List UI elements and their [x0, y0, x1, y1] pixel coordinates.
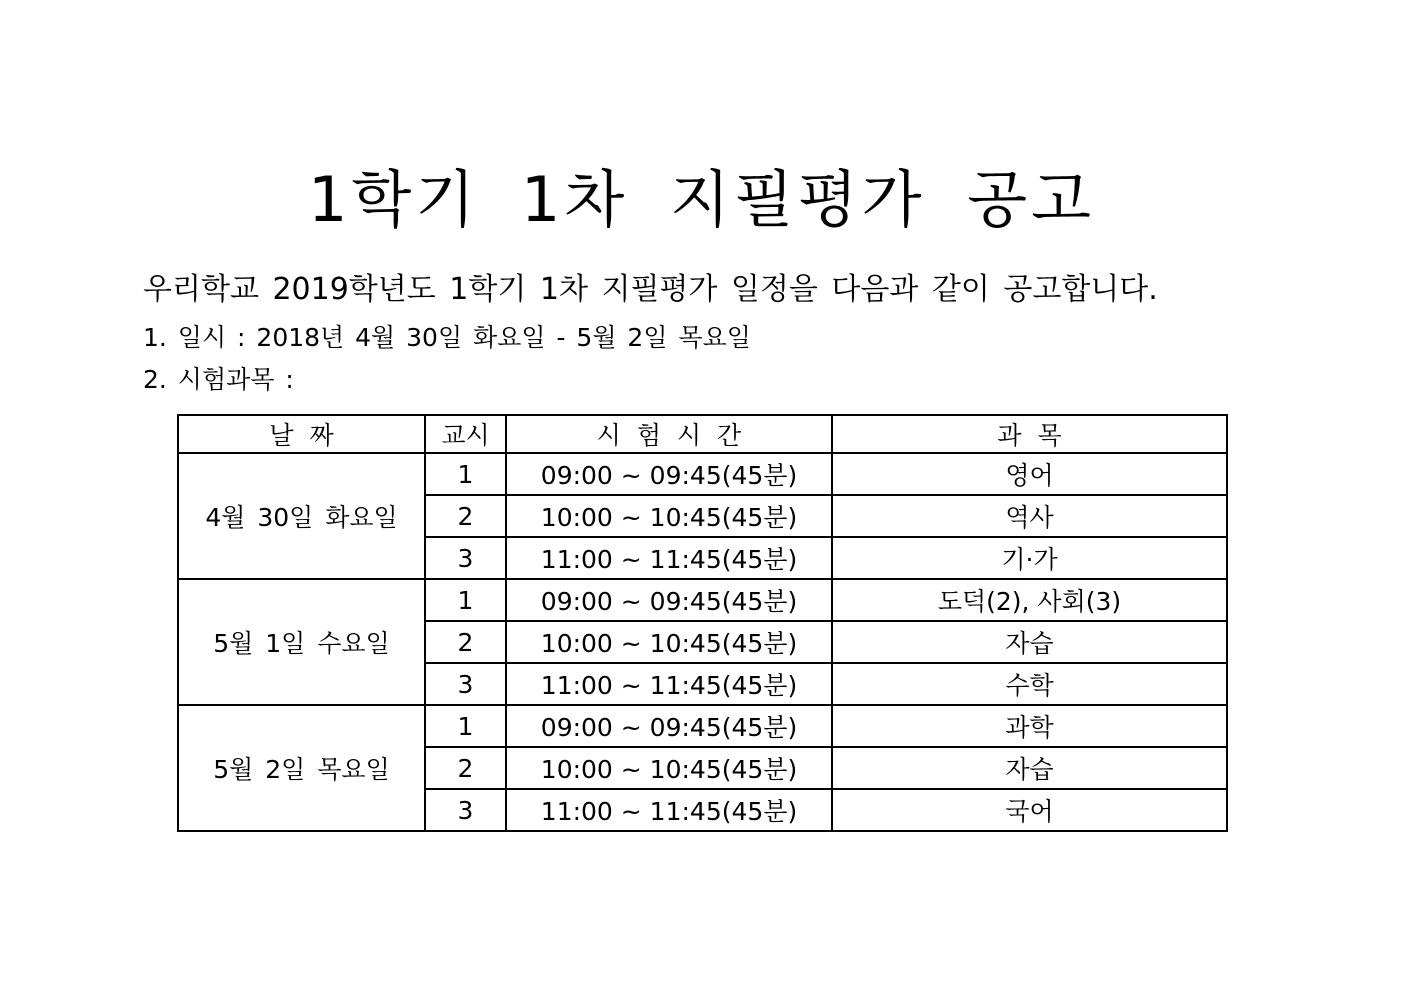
header-date: 날 짜	[178, 415, 425, 453]
subject-cell: 역사	[832, 495, 1227, 537]
subject-cell: 기·가	[832, 537, 1227, 579]
time-cell: 10:00 ~ 10:45(45분)	[506, 495, 832, 537]
period-cell: 2	[425, 621, 506, 663]
subject-cell: 영어	[832, 453, 1227, 495]
page-title: 1학기 1차 지필평가 공고	[307, 163, 1096, 236]
table-header-row	[178, 415, 1227, 453]
table-row	[178, 705, 1227, 747]
period-cell: 3	[425, 663, 506, 705]
intro-text: 우리학교 2019학년도 1학기 1차 지필평가 일정을 다음과 같이 공고합니다.	[143, 272, 1158, 307]
time-cell: 09:00 ~ 09:45(45분)	[506, 453, 832, 495]
time-cell: 09:00 ~ 09:45(45분)	[506, 579, 832, 621]
subjects-line: 2. 시험과목 :	[143, 365, 294, 394]
period-cell: 3	[425, 789, 506, 831]
period-cell: 3	[425, 537, 506, 579]
date-cell: 5월 2일 목요일	[178, 705, 425, 831]
table-row	[178, 453, 1227, 495]
period-cell: 1	[425, 579, 506, 621]
time-cell: 09:00 ~ 09:45(45분)	[506, 705, 832, 747]
period-cell: 2	[425, 747, 506, 789]
period-cell: 1	[425, 705, 506, 747]
time-cell: 11:00 ~ 11:45(45분)	[506, 789, 832, 831]
header-subject: 과 목	[832, 415, 1227, 453]
time-cell: 10:00 ~ 10:45(45분)	[506, 747, 832, 789]
header-period: 교시	[425, 415, 506, 453]
subject-cell: 자습	[832, 621, 1227, 663]
subject-cell: 자습	[832, 747, 1227, 789]
date-cell: 5월 1일 수요일	[178, 579, 425, 705]
subject-cell: 과학	[832, 705, 1227, 747]
subject-cell: 도덕(2), 사회(3)	[832, 579, 1227, 621]
date-cell: 4월 30일 화요일	[178, 453, 425, 579]
schedule-line: 1. 일시 : 2018년 4월 30일 화요일 - 5월 2일 목요일	[143, 323, 751, 352]
period-cell: 1	[425, 453, 506, 495]
subject-cell: 국어	[832, 789, 1227, 831]
subject-cell: 수학	[832, 663, 1227, 705]
table-row	[178, 579, 1227, 621]
exam-schedule-table	[177, 414, 1228, 832]
header-time: 시 험 시 간	[506, 415, 832, 453]
time-cell: 11:00 ~ 11:45(45분)	[506, 663, 832, 705]
period-cell: 2	[425, 495, 506, 537]
time-cell: 11:00 ~ 11:45(45분)	[506, 537, 832, 579]
time-cell: 10:00 ~ 10:45(45분)	[506, 621, 832, 663]
